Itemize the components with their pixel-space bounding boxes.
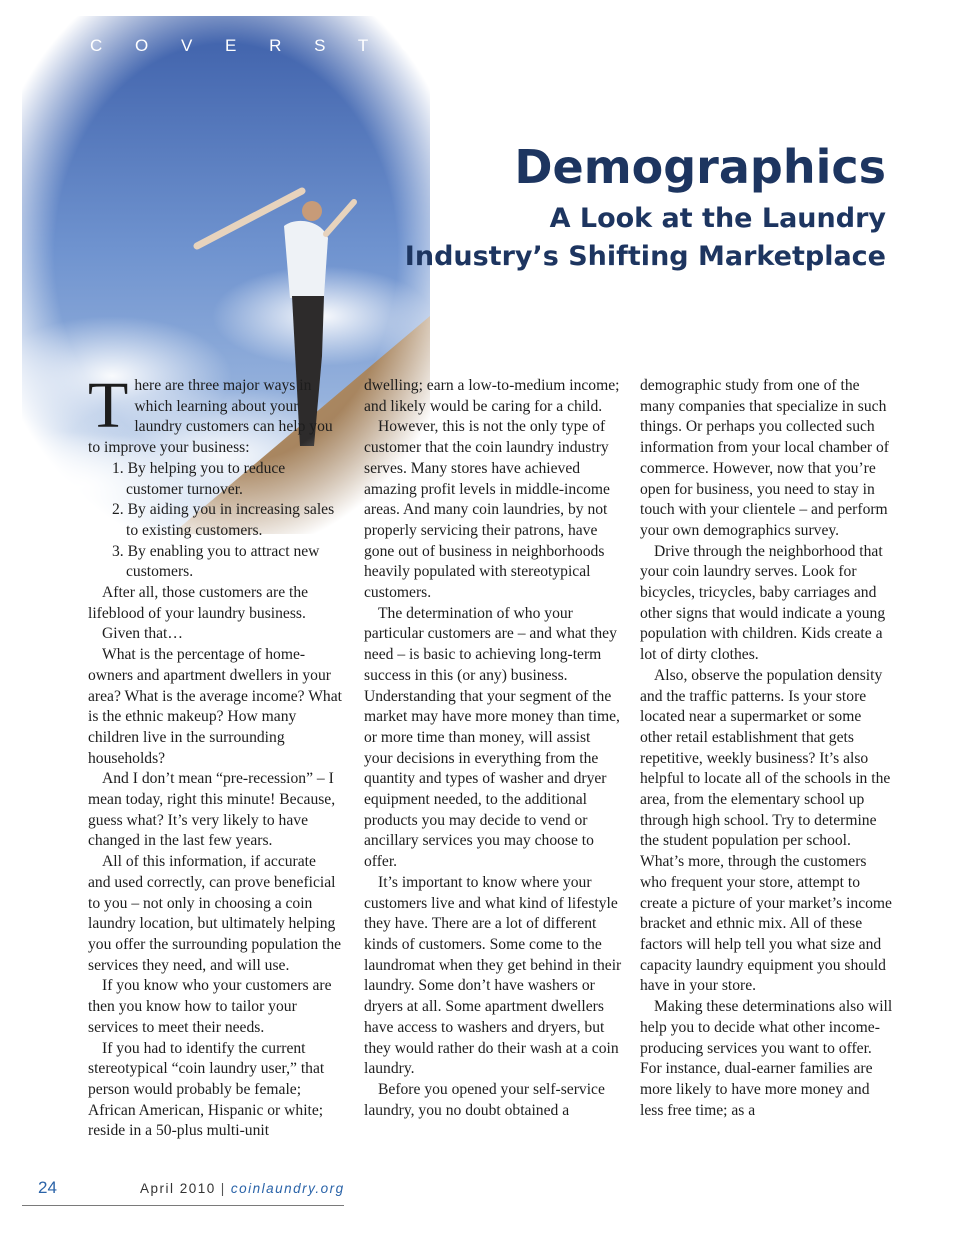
- benefit-list: [88, 459, 342, 583]
- paragraph: If you know who your customers are then you know how to tailor your services to meet their needs.: [88, 977, 332, 1036]
- paragraph: dwelling; earn a low-to-medium income; and likely would be caring for a child.: [364, 377, 620, 415]
- website-link[interactable]: coinlaundry.org: [230, 1181, 345, 1196]
- list-item: 3. By enabling you to attract new customers.: [112, 542, 320, 581]
- drop-cap: T: [88, 369, 129, 442]
- paragraph: The determination of who your particular customers are – and what they need – is basic to achieving long-term success in this (or any) business. Understanding that your segment of the market may have more money than time, or more time than money, will assist your decisions in everything from the quantity and types of washer and dryer equipment needed, to the additional products you may decide to vend or ancillary services you may choose to offer.: [364, 604, 620, 871]
- issue-date: April 2010: [140, 1181, 216, 1196]
- article-title: Demographics: [514, 140, 886, 194]
- paragraph: Given that…: [102, 625, 183, 643]
- paragraph: However, this is not the only type of customer that the coin laundry industry serves. Many stores have achieved amazing profit levels in middle-income areas. And many coin laundries, by not properly servicing their patrons, have gone out of business in neighborhoods heavily populated with stereotypical customers.: [364, 418, 610, 602]
- section-kicker: C O V E R S T O R Y: [90, 36, 517, 55]
- list-item: 2. By aiding you in increasing sales to existing customers.: [112, 501, 335, 539]
- paragraph: Also, observe the population density and the traffic patterns. Is your store located near a supermarket or some other retail establishment that gets repetitive, weekly business? It’s also helpful to locate all of the schools in the area, from the elementary school up through high school. Try to determine the student population per school. What’s more, through the customers who frequent your store, attempt to create a picture of your market’s income bracket and ethnic mix. All of these factors will help tell you what size and capacity laundry equipment you should have in your store.: [640, 666, 892, 995]
- paragraph: It’s important to know where your customers live and what kind of lifestyle they have. There are a lot of different kinds of customers. Some come to the laundromat when they get behind in their laundry. Some don’t have washers or dryers at all. Some apartment dwellers have access to washers and dryers, but they would rather do their wash at a coin laundry.: [364, 873, 622, 1078]
- paragraph: demographic study from one of the many companies that specialize in such things. Or perhaps you collected such information from your local chamber of commerce. However, now that you’re open for business, you need to stay in touch with your clientele – and perform your own demographics survey.: [640, 377, 889, 539]
- footer-issue-line: [140, 1181, 345, 1196]
- paragraph: Drive through the neighborhood that your coin laundry serves. Look for bicycles, tricycles, baby carriages and other signs that would indicate a young population with children. Kids create a lot of dirty clothes.: [640, 542, 886, 664]
- article-subtitle: [366, 200, 886, 276]
- paragraph: After all, those customers are the lifeblood of your laundry business.: [88, 584, 309, 622]
- paragraph: And I don’t mean “pre-recession” – I mean today, right this minute! Because, guess what? It’s very likely to have changed in the last few years.: [88, 770, 336, 850]
- subtitle-line-1: A Look at the Laundry: [549, 203, 886, 234]
- paragraph: What is the percentage of home-owners and apartment dwellers in your area? What is the average income? What is the ethnic makeup? How many children live in the surrounding households?: [88, 646, 342, 767]
- intro-paragraph: [88, 369, 342, 459]
- page-number: 24: [38, 1178, 57, 1197]
- subtitle-line-2: Industry’s Shifting Marketplace: [404, 241, 886, 272]
- footer-rule: [22, 1205, 344, 1206]
- title-block: [366, 140, 886, 276]
- paragraph: Before you opened your self-service laundry, you no doubt obtained a: [364, 1080, 605, 1119]
- paragraph: Making these determinations also will help you to decide what other income-producing services you want to offer. For instance, dual-earner families are more likely to have more money and less free time; as a: [640, 998, 893, 1119]
- paragraph: If you had to identify the current stereotypical “coin laundry user,” that person would probably be female; African American, Hispanic or white; reside in a 50-plus multi-unit: [88, 1039, 325, 1140]
- list-item: 1. By helping you to reduce customer turnover.: [112, 459, 286, 498]
- column-1: [88, 369, 342, 1142]
- intro-text: here are three major ways in which learning about your laundry customers can help you to improve your business:: [88, 377, 333, 457]
- footer-separator: |: [220, 1181, 226, 1196]
- column-3: [640, 376, 894, 1121]
- paragraph: All of this information, if accurate and used correctly, can prove beneficial to you – not only in choosing a coin laundry location, but ultimately helping you offer the surrounding population the services they need, and will use.: [88, 853, 342, 974]
- column-2: [364, 376, 622, 1121]
